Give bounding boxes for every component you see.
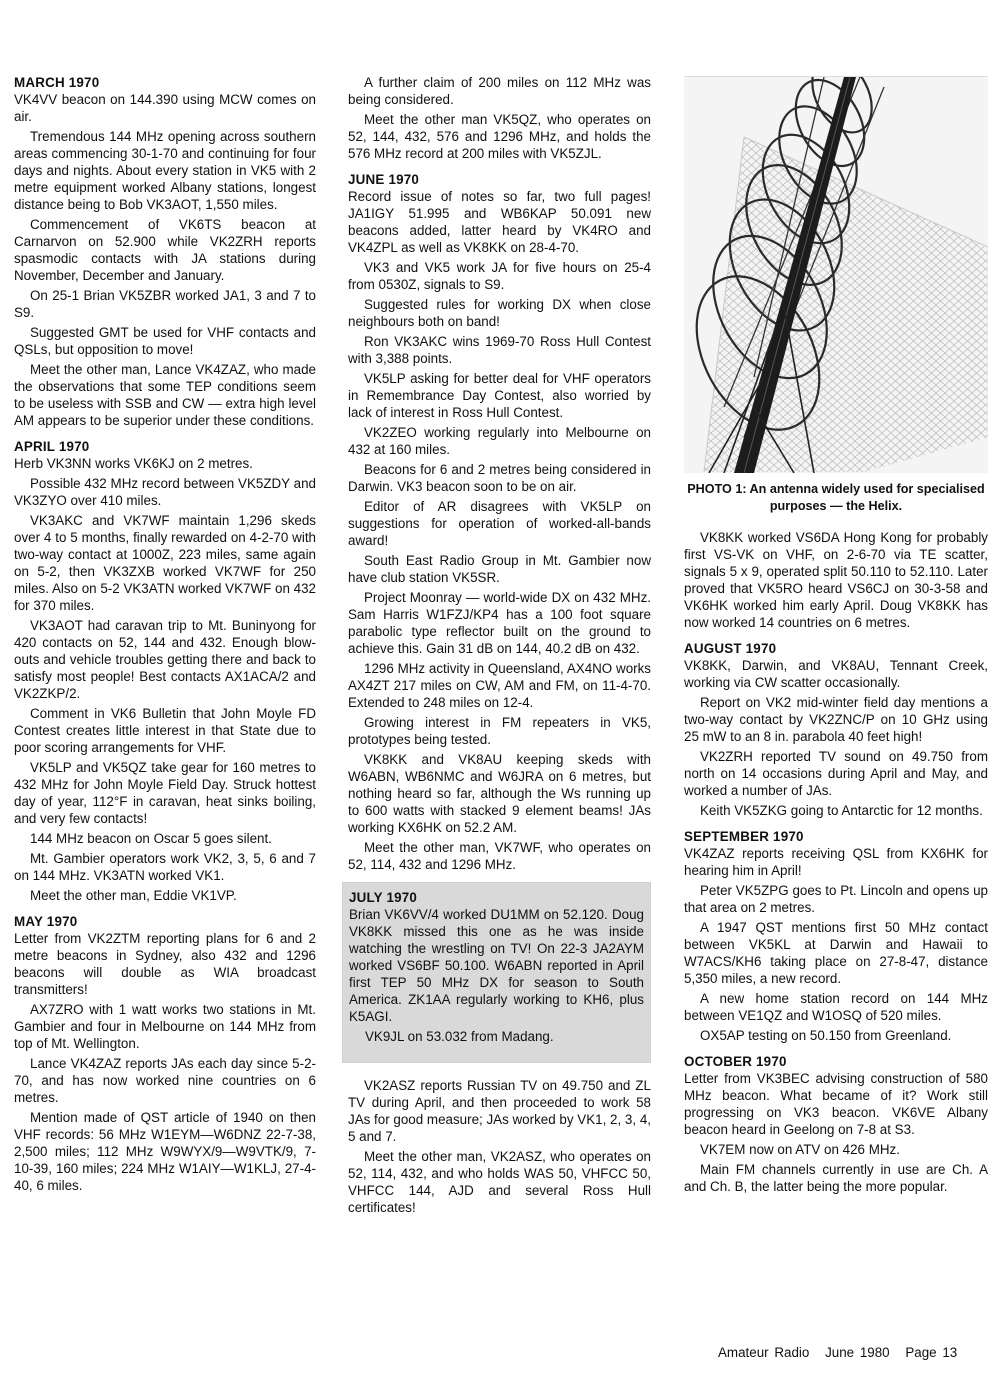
article-section <box>684 1053 988 1195</box>
paragraph: Meet the other man, Lance VK4ZAZ, who made the observations that some TEP conditions seem to be useless with SSB and CW — extra high level AM appears to be superior under these conditions. <box>14 362 316 428</box>
paragraph: VK8KK worked VS6DA Hong Kong for probably first VS-VK on VHF, on 2-6-70 via TE scatter, signals 5 x 9, operated split 50.110 to 52.110. Later proved that VK5RO heard VS6CJ on 30-3-58 and VK6HK worked him early April. Doug VK8KK has now worked 14 countries on 6 metres. <box>684 530 988 630</box>
article-section <box>14 913 316 1194</box>
section-heading: MAY 1970 <box>14 914 78 929</box>
paragraph: Meet the other man, VK2ASZ, who operates on 52, 114, 432, and who holds WAS 50, VHFCC 50, VHFCC 144, AJD and several Ross Hull certificates! <box>348 1149 651 1215</box>
paragraph: 1296 MHz activity in Queensland, AX4NO works AX4ZT 217 miles on CW, AM and FM, on 11-4-70. Extended to 248 miles on 12-4. <box>348 661 651 710</box>
paragraph: Commencement of VK6TS beacon at Carnarvon on 52.900 while VK2ZRH reports spasmodic contacts with JA stations during November, December and January. <box>14 217 316 283</box>
paragraph: Letter from VK3BEC advising construction of 580 MHz beacon. What became of it? Work still progressing on VK3 beacon. VK6VE Albany beacon heard in Geelong on 7-8 at S3. <box>684 1071 988 1137</box>
paragraph: Tremendous 144 MHz opening across southern areas commencing 30-1-70 and continuing for four days and nights. About every station in VK5 with 2 metre equipment worked Albany stations, longest distance being to Bob VK3AOT, 1,550 miles. <box>14 129 316 212</box>
paragraph: Peter VK5ZPG goes to Pt. Lincoln and opens up that area on 2 metres. <box>684 883 988 915</box>
article-section <box>348 171 651 873</box>
article-section <box>348 74 651 162</box>
paragraph: VK2ZEO working regularly into Melbourne on 432 at 160 miles. <box>348 425 651 457</box>
paragraph: Comment in VK6 Bulletin that John Moyle FD Contest creates little interest in that State due to poor scoring arrangements for VHF. <box>14 706 316 755</box>
june-1970-section <box>348 171 651 873</box>
paragraph: Beacons for 6 and 2 metres being considered in Darwin. VK3 beacon soon to be on air. <box>348 462 651 494</box>
article-section <box>684 529 988 631</box>
column-2 <box>348 74 651 1225</box>
paragraph: Meet the other man VK5QZ, who operates on 52, 144, 432, 576 and 1296 MHz, and holds the 576 MHz record at 200 miles with VK5ZJL. <box>348 112 651 161</box>
footer-page: Page 13 <box>905 1345 958 1360</box>
june-continuation <box>684 529 988 631</box>
paragraph: Keith VK5ZKG going to Antarctic for 12 months. <box>700 803 983 818</box>
paragraph: VK9JL on 53.032 from Madang. <box>365 1029 554 1044</box>
paragraph: Letter from VK2ZTM reporting plans for 6 and 2 metre beacons in Sydney, also 432 and 1296 beacons will double as WIA broadcast transmitters! <box>14 931 316 997</box>
paragraph: VK5LP asking for better deal for VHF operators in Remembrance Day Contest, also worried by lack of interest in Ross Hull Contest. <box>348 371 651 420</box>
section-heading: JUNE 1970 <box>348 172 420 187</box>
paragraph: Project Moonray — world-wide DX on 432 MHz. Sam Harris W1FZJ/KP4 has a 100 foot square parabolic type reflector built on the ground to achieve this. Gain 31 dB on 144, 40.2 dB on 432. <box>348 590 651 656</box>
paragraph: VK7EM now on ATV on 426 MHz. <box>700 1142 900 1157</box>
paragraph: AX7ZRO with 1 watt works two stations in Mt. Gambier and four in Melbourne on 144 MHz from top of Mt. Wellington. <box>14 1002 316 1051</box>
paragraph: Growing interest in FM repeaters in VK5, prototypes being tested. <box>348 715 651 747</box>
paragraph: Possible 432 MHz record between VK5ZDY and VK3ZYO over 410 miles. <box>14 476 316 508</box>
paragraph: Editor of AR disagrees with VK5LP on suggestions for operation of worked-all-bands award! <box>348 499 651 548</box>
article-section <box>349 889 644 1045</box>
column-3-sections <box>684 640 988 1195</box>
section-heading: SEPTEMBER 1970 <box>684 829 804 844</box>
paragraph: VK8KK, Darwin, and VK8AU, Tennant Creek, working via CW scatter occasionally. <box>684 658 988 690</box>
paragraph: VK2ZRH reported TV sound on 49.750 from north on 14 occasions during April and May, and worked a number of JAs. <box>684 749 988 798</box>
paragraph: A 1947 QST mentions first 50 MHz contact between VK5KL at Darwin and Hawaii to W7ACS/KH6 taking place on 27-8-47, distance 5,350 miles, a new record. <box>684 920 988 986</box>
article-section <box>14 74 316 429</box>
paragraph: Suggested GMT be used for VHF contacts and QSLs, but opposition to move! <box>14 325 316 357</box>
paragraph: OX5AP testing on 50.150 from Greenland. <box>700 1028 952 1043</box>
paragraph: Mention made of QST article of 1940 on then VHF records: 56 MHz W1EYM—W6DNZ 22-7-38, 2,500 miles; 112 MHz W9WYX/9—W9VTK/9, 7-10-39, 160 miles; 224 MHz W1AIY—W1KLJ, 27-4-40, 6 miles. <box>14 1110 316 1193</box>
article-section <box>14 438 316 904</box>
paragraph: Herb VK3NN works VK6KJ on 2 metres. <box>14 456 253 471</box>
article-section <box>684 640 988 819</box>
page-footer <box>718 1345 967 1360</box>
paragraph: Main FM channels currently in use are Ch. A and Ch. B, the latter being the more popular. <box>684 1162 988 1194</box>
paragraph: VK8KK and VK8AU keeping skeds with W6ABN, WB6NMC and W6JRA on 6 metres, but nothing heard so far, although the Ws running up to 600 watts with stacked 9 element beams! JAs working KX6HK on 52.2 AM. <box>348 752 651 835</box>
paragraph: A further claim of 200 miles on 112 MHz was being considered. <box>348 75 651 107</box>
paragraph: VK3AKC and VK7WF maintain 1,296 skeds over 4 to 5 months, finally rewarded on 4-2-70 with two-way contact at 1000Z, 223 miles, same again on 5-2, then VK3ZXB worked VK7WF for 250 miles. Also on 5-2 VK3ATN worked VK7WF on 432 for 370 miles. <box>14 513 316 613</box>
july-continuation <box>348 1077 651 1216</box>
paragraph: Meet the other man, VK7WF, who operates on 52, 114, 432 and 1296 MHz. <box>348 840 651 872</box>
paragraph: Mt. Gambier operators work VK2, 3, 5, 6 and 7 on 144 MHz. VK3ATN worked VK1. <box>14 851 316 883</box>
paragraph: VK3AOT had caravan trip to Mt. Buninyong for 420 contacts on 52, 144 and 432. Enough blow-outs and vehicle troubles getting there and back to satisfy most people! Best contacts AX1ACA/2 and VK2ZKP/2. <box>14 618 316 701</box>
footer-date: June 1980 <box>825 1345 890 1360</box>
may-continuation <box>348 74 651 162</box>
column-3 <box>684 74 988 1204</box>
helix-antenna-illustration <box>684 77 988 473</box>
section-heading: MARCH 1970 <box>14 75 100 90</box>
article-section <box>684 828 988 1044</box>
paragraph: Report on VK2 mid-winter field day mentions a two-way contact by VK2ZNC/P on 10 GHz using 25 mW to an 8 in. parabola 40 feet high! <box>684 695 988 744</box>
section-heading: OCTOBER 1970 <box>684 1054 787 1069</box>
paragraph: Suggested rules for working DX when close neighbours both on band! <box>348 297 651 329</box>
paragraph: Meet the other man, Eddie VK1VP. <box>30 888 237 903</box>
paragraph: Brian VK6VV/4 worked DU1MM on 52.120. Doug VK8KK missed this one as he was inside watching the wrestling on TV! On 22-3 JA2AYM worked VS6BF 50.100. W6ABN reported in April first TEP 50 MHz DX for season to South America. ZK1AA regularly working to KH6, plus K5AGI. <box>349 907 644 1024</box>
paragraph: A new home station record on 144 MHz between VE1QZ and W1OSQ of 520 miles. <box>684 991 988 1023</box>
helix-antenna-photo <box>684 76 988 473</box>
section-heading: APRIL 1970 <box>14 439 90 454</box>
paragraph: Record issue of notes so far, two full pages! JA1IGY 51.995 and WB6KAP 50.091 new beacons added, latter heard by VK4RO and VK4ZPL as well as VK8KK on 28-4-70. <box>348 189 651 255</box>
paragraph: Lance VK4ZAZ reports JAs each day since 5-2-70, and has now worked nine countries on 6 metres. <box>14 1056 316 1105</box>
footer-publication: Amateur Radio <box>718 1345 810 1360</box>
paragraph: South East Radio Group in Mt. Gambier now have club station VK5SR. <box>348 553 651 585</box>
paragraph: 144 MHz beacon on Oscar 5 goes silent. <box>30 831 272 846</box>
paragraph: VK4ZAZ reports receiving QSL from KX6HK for hearing him in April! <box>684 846 988 878</box>
section-heading: AUGUST 1970 <box>684 641 777 656</box>
paragraph: VK3 and VK5 work JA for five hours on 25-4 from 0530Z, signals to S9. <box>348 260 651 292</box>
column-1 <box>14 74 316 1203</box>
paragraph: VK5LP and VK5QZ take gear for 160 metres to 432 MHz for John Moyle Field Day. Struck hottest day of year, 112°F in caravan, heat sinks boiling, and very few contacts! <box>14 760 316 826</box>
photo-caption: PHOTO 1: An antenna widely used for specialised purposes — the Helix. <box>687 482 985 513</box>
july-1970-box <box>342 882 651 1063</box>
paragraph: On 25-1 Brian VK5ZBR worked JA1, 3 and 7 to S9. <box>14 288 316 320</box>
article-section <box>348 1077 651 1216</box>
paragraph: Ron VK3AKC wins 1969-70 Ross Hull Contest with 3,388 points. <box>348 334 651 366</box>
paragraph: VK4VV beacon on 144.390 using MCW comes on air. <box>14 92 316 124</box>
paragraph: VK2ASZ reports Russian TV on 49.750 and ZL TV during April, and then proceeded to work 58 JAs for good measure; JAs worked by VK1, 2, 3, 4, 5 and 7. <box>348 1078 651 1144</box>
section-heading: JULY 1970 <box>349 890 418 905</box>
